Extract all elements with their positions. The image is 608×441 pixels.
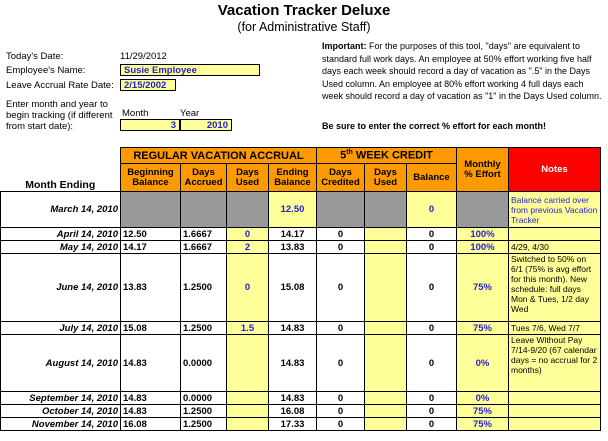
balance-cell: 0: [407, 335, 457, 392]
accrued-cell: 1.6667: [181, 228, 227, 241]
effort-input[interactable]: 0%: [457, 335, 509, 392]
effort-cell: [457, 192, 509, 228]
days-used-input[interactable]: 0: [227, 228, 269, 241]
balance-cell: 0: [407, 241, 457, 254]
month-input[interactable]: 3: [120, 119, 180, 131]
important-text: For the purposes of this tool, "days" are equivalent to standard full work days. An employee at 50% effort working five half days each week should record a day of vacation as ".5" in the Days Used column. An employee at 80% effort working 4 full days each week should record a day of vacation as "1" in the Days Used column.: [322, 41, 602, 102]
effort-input[interactable]: 75%: [457, 405, 509, 418]
days-used-input[interactable]: [227, 335, 269, 392]
ending-cell: 14.17: [269, 228, 317, 241]
notes-cell[interactable]: 4/29, 4/30: [509, 241, 601, 254]
balance-cell: 0: [407, 254, 457, 322]
fifth-days-used-input[interactable]: [365, 228, 407, 241]
balance-cell: 0: [407, 392, 457, 405]
credited-cell: 0: [317, 405, 365, 418]
effort-input[interactable]: 0%: [457, 392, 509, 405]
beginning-cell: 14.83: [121, 405, 181, 418]
effort-reminder: Be sure to enter the correct % effort for each month!: [322, 121, 547, 131]
table-row: [1, 228, 601, 241]
effort-input[interactable]: 75%: [457, 254, 509, 322]
notes-cell[interactable]: [509, 392, 601, 405]
effort-input[interactable]: 75%: [457, 322, 509, 335]
accrued-cell: 1.6667: [181, 241, 227, 254]
accrued-cell: 1.2500: [181, 405, 227, 418]
page-title: Vacation Tracker Deluxe: [217, 2, 391, 19]
notes-cell[interactable]: [509, 418, 601, 431]
table-row: [1, 405, 601, 418]
days-used-input[interactable]: [227, 405, 269, 418]
balance-cell: 0: [407, 322, 457, 335]
fifth-days-used-input[interactable]: [365, 335, 407, 392]
fifth-days-used-input[interactable]: [365, 241, 407, 254]
used2-cell: [365, 192, 407, 228]
ending-cell: 17.33: [269, 418, 317, 431]
notes-cell[interactable]: [509, 228, 601, 241]
today-label: Today's Date:: [6, 51, 64, 62]
table-row: [1, 241, 601, 254]
beginning-cell: 13.83: [121, 254, 181, 322]
accrued-cell: [181, 192, 227, 228]
credited-cell: 0: [317, 335, 365, 392]
ending-cell: 15.08: [269, 254, 317, 322]
regular-accrual-header: REGULAR VACATION ACCRUAL: [121, 148, 317, 164]
ending-cell: 13.83: [269, 241, 317, 254]
balance-header: Balance: [407, 164, 457, 192]
fifth-days-used-input[interactable]: [365, 392, 407, 405]
month-cell: March 14, 2010: [1, 192, 121, 228]
page-subtitle: (for Administrative Staff): [237, 20, 371, 34]
notes-cell[interactable]: Switched to 50% on 6/1 (75% is avg effort for this month). New schedule: full days Mon & Tues, 1/2 day Wed: [509, 254, 601, 322]
month-ending-header: Month Ending: [25, 179, 96, 191]
days-used-input[interactable]: 2: [227, 241, 269, 254]
days-credited-header: Days Credited: [317, 164, 365, 192]
accrued-cell: 1.2500: [181, 254, 227, 322]
accrual-rate-label: Leave Accrual Rate Date:: [6, 80, 114, 91]
month-cell: July 14, 2010: [1, 322, 121, 335]
fifth-week-header: 5th WEEK CREDIT: [317, 148, 457, 164]
beginning-cell: 14.83: [121, 335, 181, 392]
table-row: [1, 192, 601, 228]
month-cell: August 14, 2010: [1, 335, 121, 392]
effort-input[interactable]: 100%: [457, 228, 509, 241]
credited-cell: 0: [317, 228, 365, 241]
balance-cell: 0: [407, 418, 457, 431]
notes-cell[interactable]: Leave Without Pay 7/14-9/20 (67 calendar days = no accrual for 2 months): [509, 335, 601, 392]
table-row: [1, 335, 601, 392]
ending-cell: 14.83: [269, 335, 317, 392]
today-value: 11/29/2012: [120, 51, 167, 62]
table-row: [1, 322, 601, 335]
credited-cell: 0: [317, 418, 365, 431]
accrued-cell: 0.0000: [181, 335, 227, 392]
days-used-input[interactable]: 1.5: [227, 322, 269, 335]
accrued-cell: 0.0000: [181, 392, 227, 405]
important-note: [322, 40, 602, 103]
employee-label: Employee's Name:: [6, 65, 86, 76]
ending-balance-input[interactable]: 12.50: [269, 192, 317, 228]
fifth-days-used-input[interactable]: [365, 254, 407, 322]
days-used-header: Days Used: [227, 164, 269, 192]
balance-cell: 0: [407, 405, 457, 418]
notes-cell[interactable]: Balance carried over from previous Vacation Tracker: [509, 192, 601, 228]
ending-balance-header: Ending Balance: [269, 164, 317, 192]
credited-cell: 0: [317, 241, 365, 254]
credited-cell: 0: [317, 392, 365, 405]
credited-cell: 0: [317, 254, 365, 322]
credited-cell: [317, 192, 365, 228]
notes-cell[interactable]: [509, 405, 601, 418]
beginning-cell: 12.50: [121, 228, 181, 241]
month-cell: June 14, 2010: [1, 254, 121, 322]
accrued-cell: 1.2500: [181, 418, 227, 431]
used-cell: [227, 192, 269, 228]
fifth-days-used-input[interactable]: [365, 418, 407, 431]
balance-input[interactable]: 0: [407, 192, 457, 228]
year-input[interactable]: 2010: [180, 119, 232, 131]
month-cell: May 14, 2010: [1, 241, 121, 254]
fifth-days-used-header: Days Used: [365, 164, 407, 192]
effort-input[interactable]: 100%: [457, 241, 509, 254]
important-prefix: Important:: [322, 41, 367, 51]
credited-cell: 0: [317, 322, 365, 335]
beginning-cell: 15.08: [121, 322, 181, 335]
beginning-cell: 16.08: [121, 418, 181, 431]
days-used-input[interactable]: [227, 392, 269, 405]
beginning-cell: 14.17: [121, 241, 181, 254]
month-cell: October 14, 2010: [1, 405, 121, 418]
month-cell: April 14, 2010: [1, 228, 121, 241]
vacation-table: [0, 147, 601, 431]
month-cell: September 14, 2010: [1, 392, 121, 405]
balance-cell: 0: [407, 228, 457, 241]
ending-cell: 16.08: [269, 405, 317, 418]
month-year-label: Enter month and year to begin tracking (if different from start date):: [6, 99, 113, 132]
accrual-rate-input[interactable]: 2/15/2002: [120, 79, 176, 91]
month-cell: November 14, 2010: [1, 418, 121, 431]
beginning-balance-header: Beginning Balance: [121, 164, 181, 192]
beginning-cell: 14.83: [121, 392, 181, 405]
table-row: [1, 254, 601, 322]
days-used-input[interactable]: [227, 418, 269, 431]
fifth-days-used-input[interactable]: [365, 405, 407, 418]
ending-cell: 14.83: [269, 322, 317, 335]
days-used-input[interactable]: 0: [227, 254, 269, 322]
employee-name-input[interactable]: Susie Employee: [120, 64, 260, 76]
month-label: Month: [122, 108, 149, 119]
header-blank: [1, 148, 121, 164]
effort-input[interactable]: 75%: [457, 418, 509, 431]
beginning-cell: [121, 192, 181, 228]
notes-cell[interactable]: Tues 7/6, Wed 7/7: [509, 322, 601, 335]
fifth-days-used-input[interactable]: [365, 322, 407, 335]
table-row: [1, 392, 601, 405]
accrued-cell: 1.2500: [181, 322, 227, 335]
year-label: Year: [180, 108, 200, 119]
table-row: [1, 418, 601, 431]
notes-header: Notes: [509, 148, 601, 192]
monthly-effort-header: Monthly % Effort: [457, 148, 509, 192]
days-accrued-header: Days Accrued: [181, 164, 227, 192]
ending-cell: 14.83: [269, 392, 317, 405]
